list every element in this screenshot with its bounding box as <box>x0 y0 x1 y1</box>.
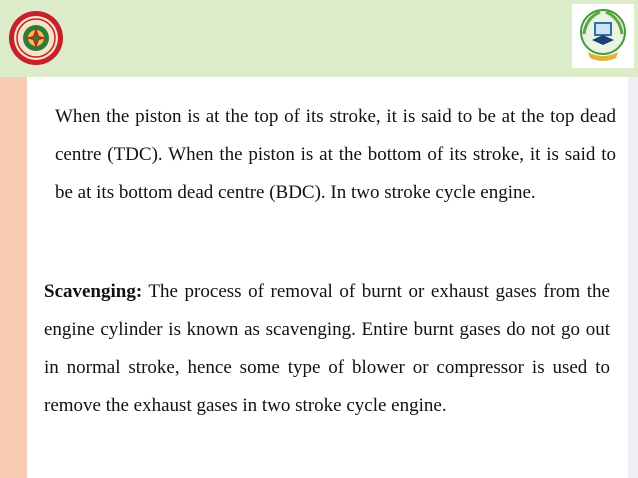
institute-emblem-icon <box>572 4 634 68</box>
header-band <box>0 0 638 77</box>
paragraph-dead-centre: When the piston is at the top of its stroke, it is said to be at the top dead centre (TDC). When the piston is at the bottom of its stroke, it is said to be at its bottom dead centre (BDC). In two stroke cycle engine. <box>55 106 616 203</box>
scavenging-definition: The process of removal of burnt or exhaust gases from the engine cylinder is known as scavenging. Entire burnt gases do not go out in normal stroke, hence some type of blower or compressor is used to remove the exhaust gases in two stroke cycle engine. <box>44 281 610 416</box>
slide-content <box>27 77 628 478</box>
term-scavenging: Scavenging: <box>44 281 143 302</box>
paragraph-scavenging <box>44 273 610 425</box>
university-seal-icon <box>8 10 64 66</box>
right-edge-strip <box>628 77 638 478</box>
left-accent-band <box>0 77 27 478</box>
